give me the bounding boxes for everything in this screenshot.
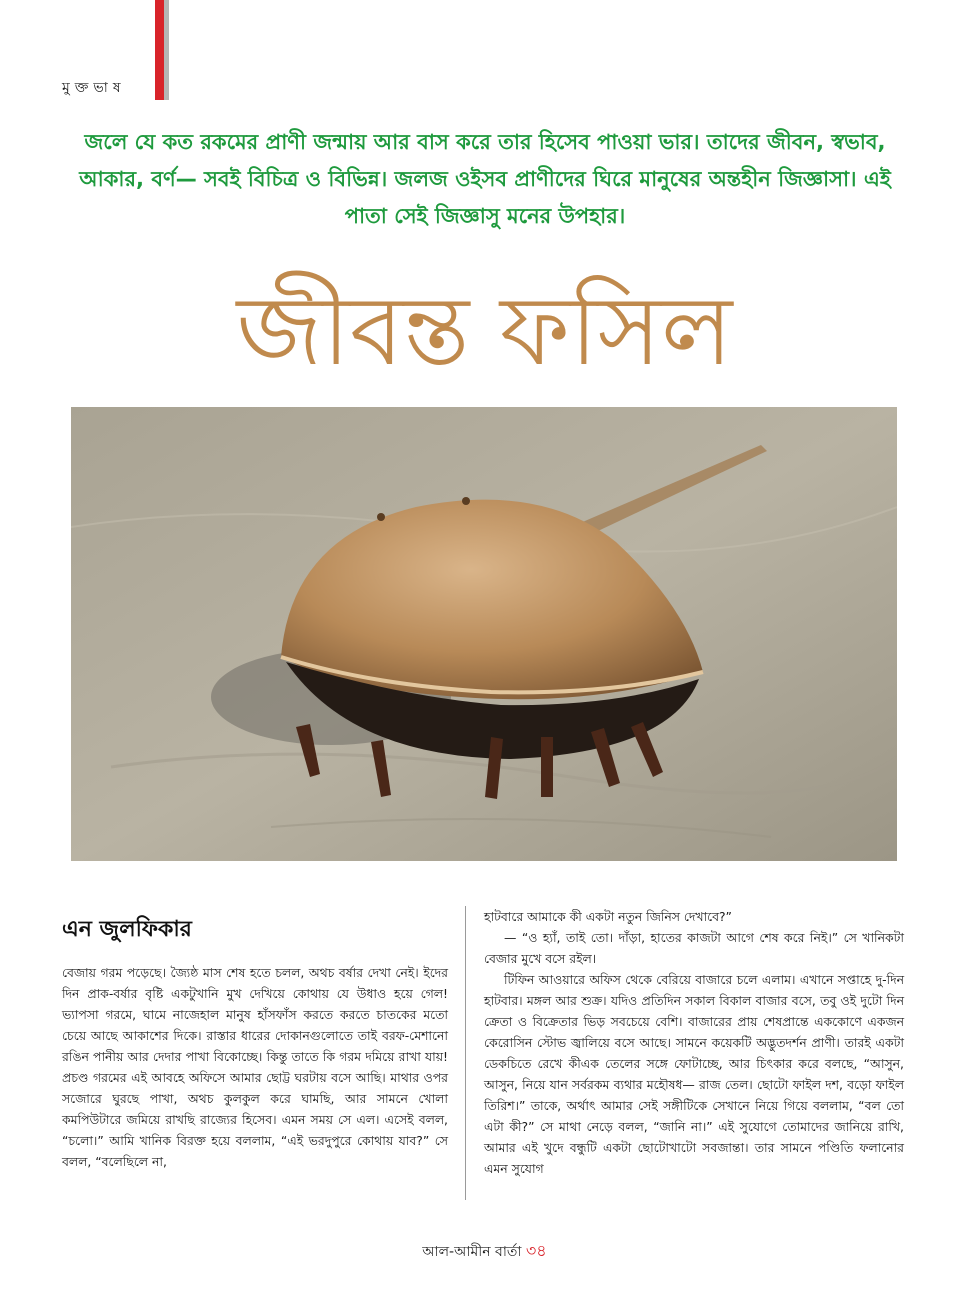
author-name: এন জুলফিকার [62,917,192,942]
section-accent-bar-gray [164,0,169,100]
article-title: জীবন্ত ফসিল [236,275,733,387]
horseshoe-crab-photo [71,407,897,861]
column-divider [465,906,466,1200]
article-column-right [484,906,904,1179]
page-footer [0,1238,969,1265]
paragraph: হাটবারে আমাকে কী একটা নতুন জিনিস দেখাবে?” [484,909,732,924]
paragraph: বেজায় গরম পড়েছে। জ্যৈষ্ঠ মাস শেষ হতে চলল, অথচ বর্ষার দেখা নেই। ইদের দিন প্রাক-বর্ষার বৃষ্টি একটুখানি মুখ দেখিয়ে কোথায় যে উধাও হয়ে গেল! ভ্যাপসা গরমে, ঘামে নাজেহাল মানুষ হাঁসফাঁস করতে করতে চাতকের মতো চেয়ে আছে আকাশের দিকে। রাস্তার ধারের দোকানগুলোতে তাই বরফ-মেশানো রঙিন পানীয় আর দেদার পাখা বিকোচ্ছে। কিন্তু তাতে কি গরম দমিয়ে রাখা যায়! প্রচণ্ড গরমের এই আবহে অফিসে আমার ছোট্ট ঘরটায় বসে আছি। মাথার ওপর সজোরে ঘুরছে পাখা, অথচ কুলকুল করে ঘামছি, আর সামনে খোলা কমপিউটারে জমিয়ে রাখছি রাজ্যের হিসেব। এমন সময় সে এল। এসেই বলল, “চলো।” আমি খানিক বিরক্ত হয়ে বললাম, “এই ভরদুপুরে কোথায় যাব?” সে বলল, “বলেছিলে না, [62,965,448,1169]
section-accent-bar [155,0,164,100]
article-column-left [62,962,448,1172]
magazine-name: আল-আমীন বার্তা [422,1244,522,1260]
page-number: ৩৪ [525,1241,547,1260]
section-label: মুক্তভাষ [62,80,126,96]
paragraph: — “ও হ্যাঁ, তাই তো। দাঁড়া, হাতের কাজটা আগে শেষ করে নিই।” সে খানিকটা বেজার মুখে বসে রইল। [484,930,904,966]
intro-text: জলে যে কত রকমের প্রাণী জন্মায় আর বাস করে তার হিসেব পাওয়া ভার। তাদের জীবন, স্বভাব, আকার, বর্ণ— সবই বিচিত্র ও বিভিন্ন। জলজ ওইসব প্রাণীদের ঘিরে মানুষের অন্তহীন জিজ্ঞাসা। এই পাতা সেই জিজ্ঞাসু মনের উপহার। [79,130,891,228]
paragraph: টিফিন আওয়ারে অফিস থেকে বেরিয়ে বাজারে চলে এলাম। এখানে সপ্তাহে দু-দিন হাটবার। মঙ্গল আর শুক্র। যদিও প্রতিদিন সকাল বিকাল বাজার বসে, তবু ওই দুটো দিন ক্রেতা ও বিক্রেতার ভিড় সবচেয়ে বেশি। বাজারের প্রায় শেষপ্রান্তে এককোণে একজন কেরোসিন স্টোভ জ্বালিয়ে বসে আছে। সামনে কয়েকটি অদ্ভুতদর্শন প্রাণী। তারই একটা ডেকচিতে রেখে কীএক তেলের সঙ্গে ফোটাচ্ছে, আর চিৎকার করে বলছে, “আসুন, আসুন, নিয়ে যান সর্বরকম ব্যথার মহৌষধ— রাজ তেল। ছোটো ফাইল দশ, বড়ো ফাইল তিরিশ।” তাকে, অর্থাৎ আমার সেই সঙ্গীটিকে সেখানে নিয়ে গিয়ে বললাম, “বল তো এটা কী?” সে মাথা নেড়ে বলল, “জানি না।” এই সুযোগে তোমাদের জানিয়ে রাখি, আমার এই খুদে বন্ধুটি একটা ছোটোখাটো সবজান্তা। তার সামনে পণ্ডিতি ফলানোর এমন সুযোগ [484,972,904,1176]
